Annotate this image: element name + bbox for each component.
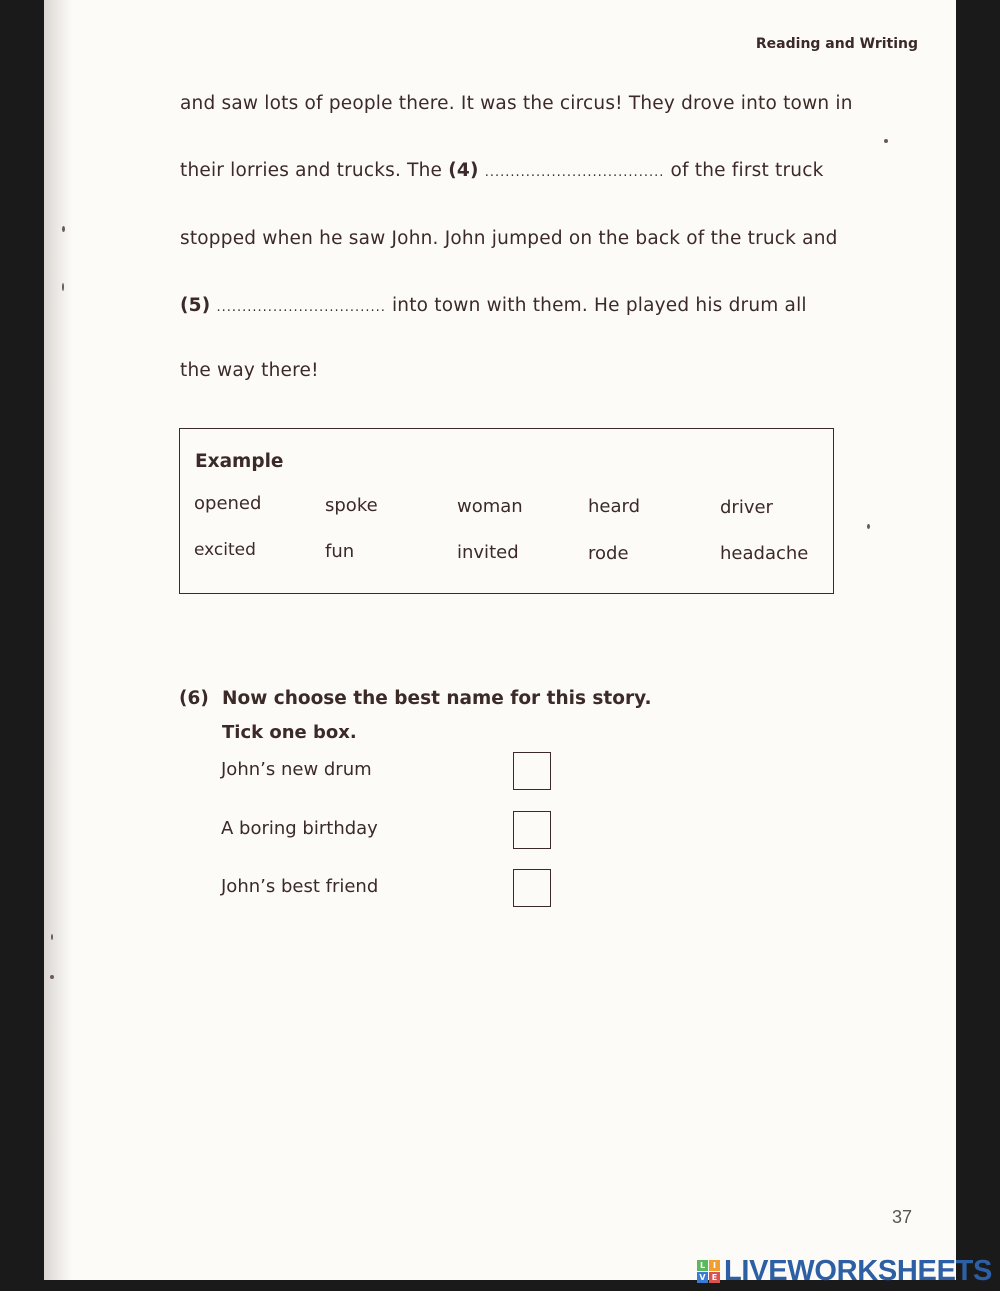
logo-tile: V [697, 1272, 708, 1283]
scan-speck [884, 139, 888, 143]
question-instruction: Tick one box. [222, 722, 357, 743]
page-number: 37 [892, 1207, 913, 1227]
example-title: Example [195, 451, 284, 472]
story-line-4 [180, 295, 807, 316]
option-label: A boring birthday [221, 818, 378, 839]
word-option: driver [720, 497, 773, 518]
word-option: headache [720, 543, 809, 564]
scan-speck [51, 934, 53, 940]
story-line-1: and saw lots of people there. It was the circus! They drove into town in [180, 93, 853, 114]
running-head: Reading and Writing [755, 36, 918, 52]
watermark-text: LIVEWORKSHEETS [724, 1255, 993, 1287]
word-option: woman [457, 496, 523, 517]
gap-4-number: (4) [448, 160, 479, 181]
option-label: John’s best friend [221, 876, 379, 897]
liveworksheets-watermark [697, 1255, 992, 1288]
scan-speck [867, 524, 870, 529]
word-option: invited [457, 542, 519, 563]
tick-box-option-1[interactable] [513, 752, 551, 790]
example-word-box [179, 428, 834, 594]
logo-tile: I [709, 1260, 720, 1271]
scan-speck [62, 226, 65, 232]
page-binding-shadow [44, 0, 72, 1280]
story-line-2 [180, 160, 824, 181]
tick-box-option-3[interactable] [513, 869, 551, 907]
option-label: John’s new drum [221, 759, 372, 780]
gap-4-blank[interactable]: ................................... [484, 165, 665, 180]
word-option: opened [194, 493, 262, 514]
word-option: rode [588, 543, 629, 564]
logo-tile: E [709, 1272, 720, 1283]
question-title: Now choose the best name for this story. [222, 688, 652, 709]
logo-tile: L [697, 1260, 708, 1271]
story-line-5: the way there! [180, 360, 319, 381]
tick-box-option-2[interactable] [513, 811, 551, 849]
story-line-4-post: into town with them. He played his drum all [391, 295, 807, 316]
word-option: excited [194, 540, 256, 560]
gap-5-number: (5) [180, 295, 211, 316]
scan-speck [62, 283, 64, 291]
liveworksheets-logo-icon [697, 1260, 720, 1283]
scan-speck [50, 975, 54, 979]
story-line-2-pre: their lorries and trucks. The [180, 160, 443, 181]
gap-5-blank[interactable]: ................................. [216, 300, 386, 315]
question-number: (6) [179, 688, 209, 709]
word-option: heard [588, 496, 641, 517]
story-line-2-post: of the first truck [670, 160, 824, 181]
worksheet-page [44, 0, 956, 1280]
word-option: spoke [325, 495, 378, 516]
word-option: fun [325, 541, 355, 562]
story-line-3: stopped when he saw John. John jumped on the back of the truck and [180, 228, 838, 249]
